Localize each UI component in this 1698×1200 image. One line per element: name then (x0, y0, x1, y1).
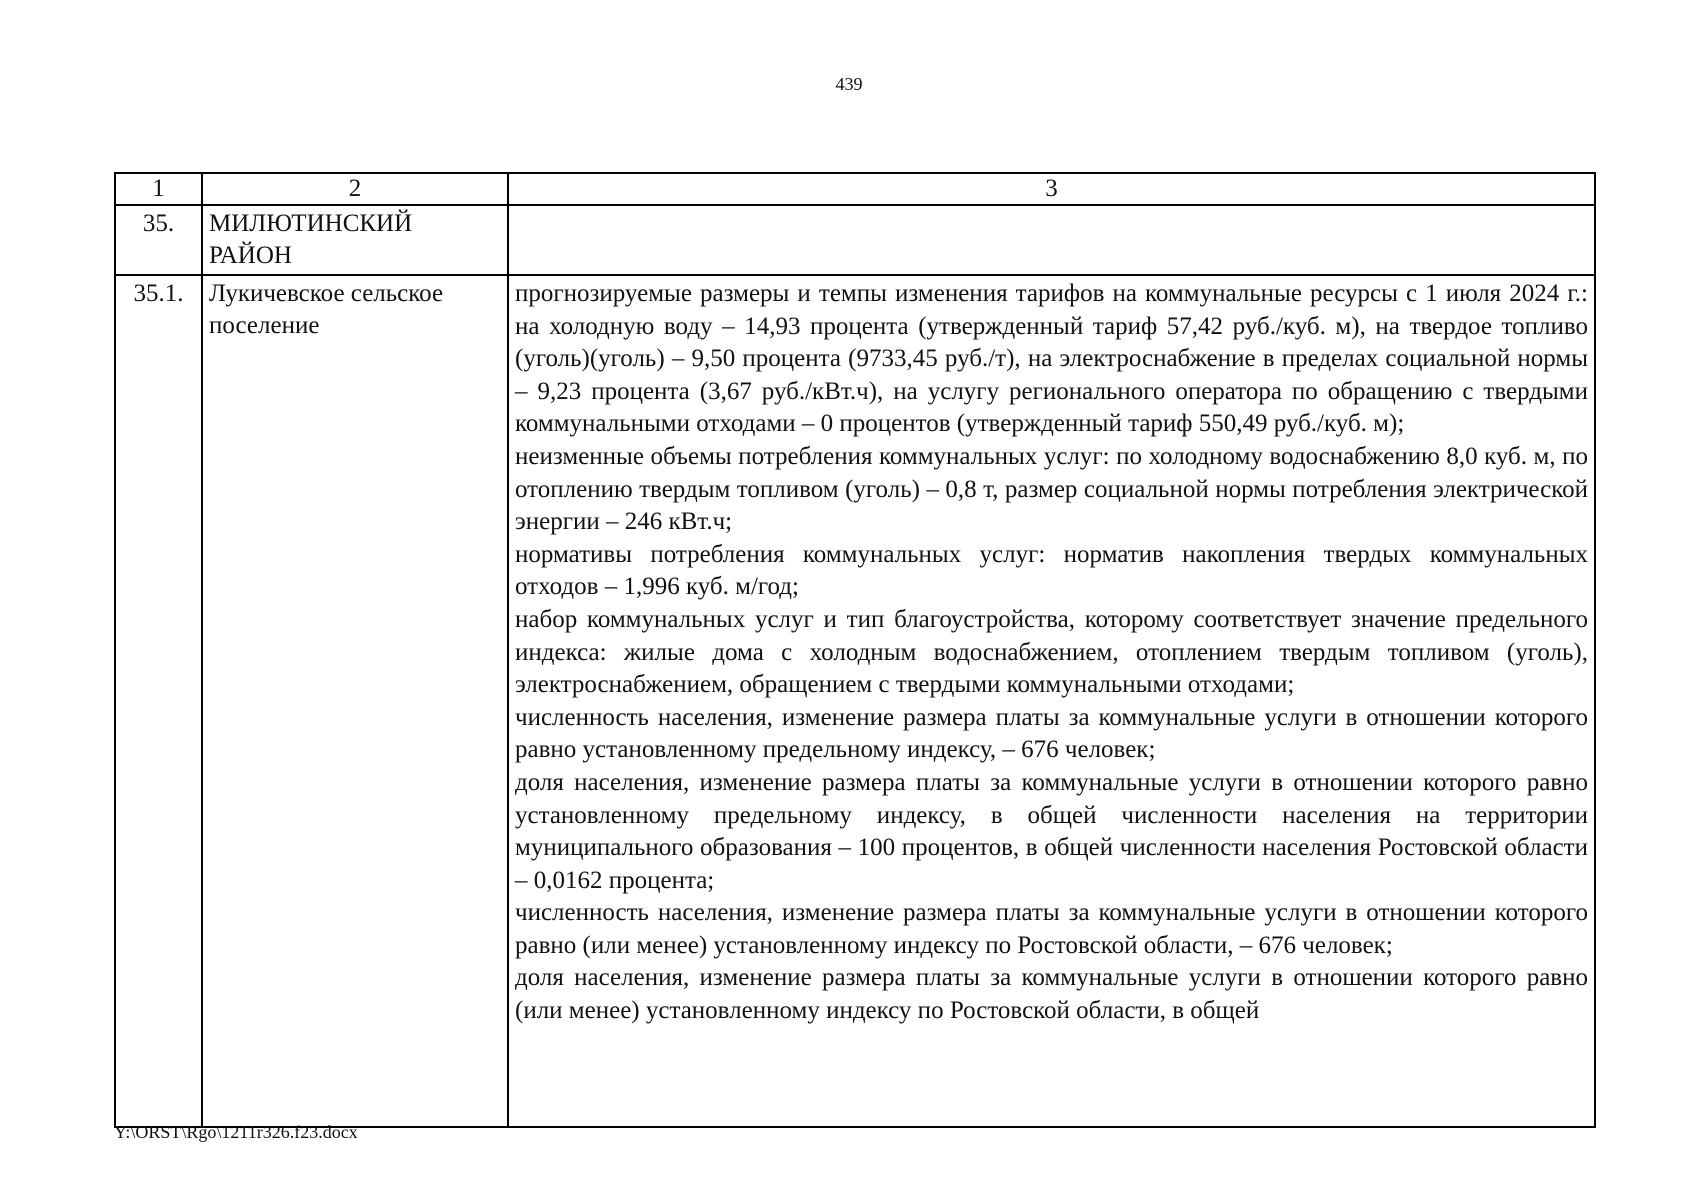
column-header-2: 2 (202, 173, 508, 205)
settlement-name: Лукичевское сельское поселение (202, 275, 508, 1127)
tariff-table (114, 172, 1596, 1128)
footer-file-path: Y:\ORST\Rgo\1211r326.f23.docx (114, 1122, 358, 1142)
paragraph-population-count: численность населения, изменение размера платы за коммунальные услуги в отношении которого равно установленному предельному индексу, – 676 человек; (515, 703, 1588, 764)
district-empty-cell (508, 205, 1595, 275)
settlement-number: 35.1. (115, 275, 202, 1127)
paragraph-consumption-volumes: неизменные объемы потребления коммунальных услуг: по холодному водоснабжению 8,0 куб. м, по отоплению твердым топливом (уголь) – 0,8 т, размер социальной нормы потребления электрической энергии – 246 кВт.ч; (515, 442, 1588, 536)
paragraph-consumption-norms: нормативы потребления коммунальных услуг: норматив накопления твердых коммунальных отходов – 1,996 куб. м/год; (515, 540, 1588, 601)
district-number: 35. (115, 205, 202, 275)
paragraph-population-share-regional: доля населения, изменение размера платы за коммунальные услуги в отношении которого равно (или менее) установленному индексу по Ростовской области, в общей (515, 964, 1588, 1025)
table-header-row (115, 173, 1595, 205)
column-header-1: 1 (115, 173, 202, 205)
paragraph-population-count-regional: численность населения, изменение размера платы за коммунальные услуги в отношении которого равно (или менее) установленному индексу по Ростовской области, – 676 человек; (515, 899, 1588, 959)
district-name: МИЛЮТИНСКИЙ РАЙОН (202, 205, 508, 275)
column-header-3: 3 (508, 173, 1595, 205)
page-number: 439 (835, 74, 863, 94)
paragraph-service-set: набор коммунальных услуг и тип благоустройства, которому соответствует значение предельного индекса: жилые дома с холодным водоснабжением, отоплением твердым топливом (уголь), электроснабжением, обращением с твердыми коммунальными отходами; (515, 605, 1588, 699)
table-row-settlement (115, 275, 1595, 1127)
paragraph-tariff-forecast: прогнозируемые размеры и темпы изменения тарифов на коммунальные ресурсы с 1 июля 2024 г.: на холодную воду – 14,93 процента (утвержденный тариф 57,42 руб./куб. м), на твердое топливо (уголь)(уголь) – 9,50 процента (9733,45 руб./т), на электроснабжение в пределах социальной нормы – 9,23 процента (3,67 руб./кВт.ч), на услугу регионального оператора по обращению с твердыми коммунальными отходами – 0 процентов (утвержденный тариф 550,49 руб./куб. м); (515, 280, 1588, 438)
settlement-description (508, 275, 1595, 1127)
table-row-district (115, 205, 1595, 275)
paragraph-population-share: доля населения, изменение размера платы за коммунальные услуги в отношении которого равно установленному предельному индексу, в общей численности населения на территории муниципального образования – 100 процентов, в общей численности населения Ростовской области – 0,0162 процента; (515, 768, 1588, 894)
